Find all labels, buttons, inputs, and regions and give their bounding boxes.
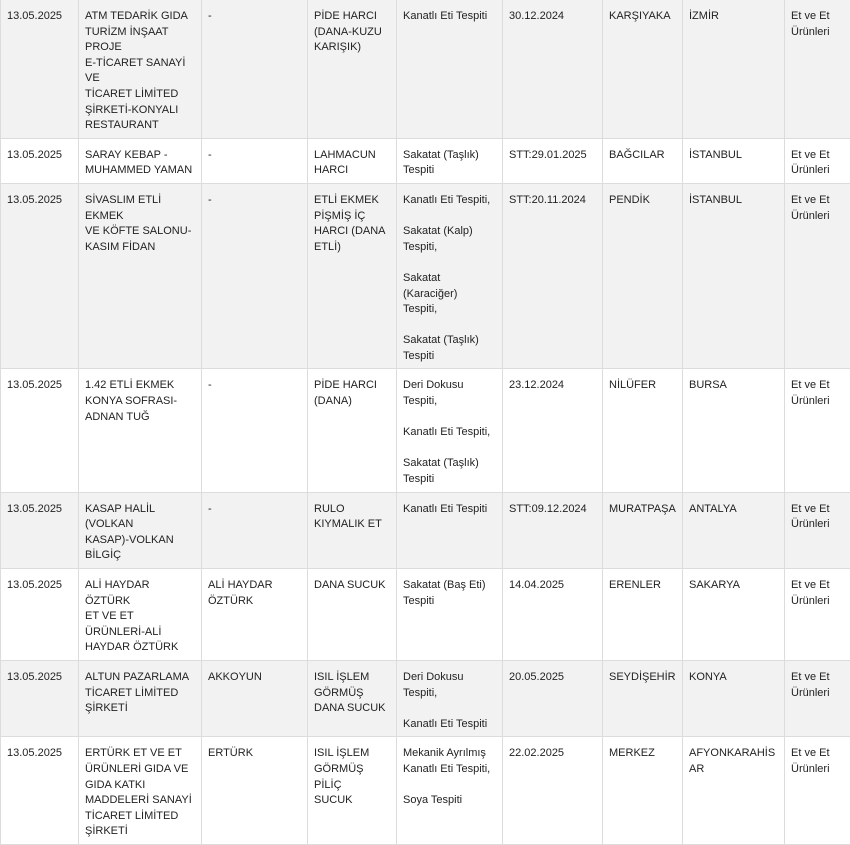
category-line: Et ve Et [791,670,844,686]
lot-date-cell [503,183,603,369]
company-cell [79,369,202,492]
district-cell [603,569,683,661]
lot-date-line: 22.02.2025 [509,746,596,762]
lot-date-line: STT:29.01.2025 [509,148,596,164]
city-cell [683,737,785,845]
city-line: SAKARYA [689,578,778,594]
district-cell [603,183,683,369]
company-cell [79,492,202,568]
brand-cell [202,183,308,369]
lot-date-line: STT:09.12.2024 [509,502,596,518]
city-cell [683,0,785,138]
date-cell [1,138,79,183]
company-cell [79,0,202,138]
company-line: ALTUN PAZARLAMA [85,670,195,686]
date-text: 13.05.2025 [7,670,72,686]
company-line: SARAY KEBAP - [85,148,195,164]
date-cell [1,660,79,736]
company-cell [79,138,202,183]
district-line: ERENLER [609,578,676,594]
violation-line: Tespiti, [403,302,496,318]
violation-line: Tespiti, [403,240,496,256]
company-line: KONYA SOFRASI- [85,394,195,410]
violation-cell [397,0,503,138]
product-line: GÖRMÜŞ [314,686,390,702]
company-line: ÜRÜNLERİ GIDA VE [85,762,195,778]
brand-cell [202,569,308,661]
violation-line: Tespiti [403,594,496,610]
district-line: KARŞIYAKA [609,9,676,25]
company-line: E-TİCARET SANAYİ VE [85,56,195,87]
brand-line: - [208,502,301,518]
violation-line: Tespiti [403,472,496,488]
company-line: KASAP HALİL (VOLKAN [85,502,195,533]
product-line: ETLİ) [314,240,390,256]
product-line: HARCI (DANA [314,224,390,240]
lot-date-line: 23.12.2024 [509,378,596,394]
product-cell [308,492,397,568]
violation-cell [397,492,503,568]
table-row [1,492,850,568]
company-line: MUHAMMED YAMAN [85,163,195,179]
product-cell [308,0,397,138]
table-row [1,737,850,845]
lot-date-cell [503,369,603,492]
category-cell [785,0,850,138]
lot-date-line: STT:20.11.2024 [509,193,596,209]
date-text: 13.05.2025 [7,502,72,518]
category-line: Ürünleri [791,686,844,702]
category-line: Et ve Et [791,193,844,209]
category-cell [785,492,850,568]
table-row [1,0,850,138]
category-line: Et ve Et [791,148,844,164]
category-cell [785,183,850,369]
lot-date-line: 20.05.2025 [509,670,596,686]
company-cell [79,660,202,736]
city-cell [683,492,785,568]
violation-line: Sakatat (Taşlık) [403,333,496,349]
brand-cell [202,660,308,736]
company-line: 1.42 ETLİ EKMEK [85,378,195,394]
table-row [1,369,850,492]
lot-date-cell [503,737,603,845]
company-line: RESTAURANT [85,118,195,134]
category-line: Et ve Et [791,502,844,518]
date-cell [1,492,79,568]
date-cell [1,369,79,492]
company-line: TURİZM İNŞAAT PROJE [85,25,195,56]
company-line: ATM TEDARİK GIDA [85,9,195,25]
district-cell [603,492,683,568]
category-line: Et ve Et [791,578,844,594]
brand-line: - [208,9,301,25]
company-cell [79,569,202,661]
table-row [1,569,850,661]
product-cell [308,737,397,845]
violation-line: Kanatlı Eti Tespiti, [403,425,496,441]
product-line: ETLİ EKMEK [314,193,390,209]
district-cell [603,138,683,183]
district-cell [603,737,683,845]
company-line: VE KÖFTE SALONU- [85,224,195,240]
company-line: SİVASLIM ETLİ EKMEK [85,193,195,224]
city-cell [683,660,785,736]
product-cell [308,660,397,736]
district-cell [603,0,683,138]
category-line: Et ve Et [791,746,844,762]
product-line: PİŞMİŞ İÇ [314,209,390,225]
lot-date-cell [503,492,603,568]
company-line: ADNAN TUĞ [85,410,195,426]
category-line: Ürünleri [791,517,844,533]
product-cell [308,138,397,183]
product-line: GÖRMÜŞ PİLİÇ [314,762,390,793]
table-body [1,0,850,844]
company-line: ALİ HAYDAR ÖZTÜRK [85,578,195,609]
category-line: Et ve Et [791,378,844,394]
violation-cell [397,138,503,183]
lot-date-cell [503,0,603,138]
product-line: ISIL İŞLEM [314,746,390,762]
district-line: MURATPAŞA [609,502,676,518]
city-line: İSTANBUL [689,148,778,164]
violation-line: Sakatat (Baş Eti) [403,578,496,594]
category-line: Ürünleri [791,394,844,410]
company-line: TİCARET LİMİTED [85,87,195,103]
violation-line: Kanatlı Eti Tespiti, [403,762,496,778]
violation-cell [397,569,503,661]
district-line: PENDİK [609,193,676,209]
violation-line: Sakatat (Taşlık) [403,456,496,472]
date-cell [1,0,79,138]
company-line: ET VE ET ÜRÜNLERİ-ALİ [85,609,195,640]
category-cell [785,569,850,661]
brand-cell [202,492,308,568]
brand-line: AKKOYUN [208,670,301,686]
lot-date-cell [503,660,603,736]
table-row [1,660,850,736]
lot-date-line: 30.12.2024 [509,9,596,25]
violation-cell [397,369,503,492]
violation-line: Sakatat (Taşlık) [403,148,496,164]
brand-cell [202,0,308,138]
brand-line: - [208,193,301,209]
product-line: PİDE HARCI [314,378,390,394]
product-cell [308,183,397,369]
category-line: Et ve Et [791,9,844,25]
category-cell [785,369,850,492]
violation-line: Tespiti [403,349,496,365]
brand-cell [202,737,308,845]
company-line: ŞİRKETİ [85,701,195,717]
category-cell [785,737,850,845]
product-cell [308,569,397,661]
district-line: MERKEZ [609,746,676,762]
company-line: KASIM FİDAN [85,240,195,256]
date-text: 13.05.2025 [7,578,72,594]
brand-cell [202,369,308,492]
date-text: 13.05.2025 [7,9,72,25]
violation-line: Kanatlı Eti Tespiti [403,9,496,25]
company-line: GIDA KATKI [85,778,195,794]
district-cell [603,369,683,492]
product-line: LAHMACUN [314,148,390,164]
date-text: 13.05.2025 [7,148,72,164]
violation-line: Kanatlı Eti Tespiti [403,717,496,733]
product-line: DANA SUCUK [314,578,390,594]
date-text: 13.05.2025 [7,378,72,394]
city-line: İZMİR [689,9,778,25]
product-line: (DANA) [314,394,390,410]
product-line: KARIŞIK) [314,40,390,56]
company-line: KASAP)-VOLKAN [85,533,195,549]
category-line: Ürünleri [791,762,844,778]
company-cell [79,183,202,369]
company-line: ERTÜRK ET VE ET [85,746,195,762]
violation-line: Tespiti [403,163,496,179]
date-text: 13.05.2025 [7,746,72,762]
company-line: TİCARET LİMİTED [85,686,195,702]
category-line: Ürünleri [791,25,844,41]
product-line: ISIL İŞLEM [314,670,390,686]
district-line: NİLÜFER [609,378,676,394]
lot-date-cell [503,569,603,661]
city-cell [683,138,785,183]
category-line: Ürünleri [791,163,844,179]
violation-line: Mekanik Ayrılmış [403,746,496,762]
violation-line: Kanatlı Eti Tespiti, [403,193,496,209]
violation-line: Soya Tespiti [403,793,496,809]
category-cell [785,660,850,736]
city-line: KONYA [689,670,778,686]
category-line: Ürünleri [791,209,844,225]
brand-line: ALİ HAYDAR [208,578,301,594]
lot-date-cell [503,138,603,183]
company-line: ŞİRKETİ [85,824,195,840]
city-line: İSTANBUL [689,193,778,209]
company-line: HAYDAR ÖZTÜRK [85,640,195,656]
violation-line: Sakatat (Kalp) [403,224,496,240]
city-cell [683,569,785,661]
district-line: BAĞCILAR [609,148,676,164]
table-row [1,183,850,369]
date-cell [1,737,79,845]
violation-cell [397,183,503,369]
violation-cell [397,737,503,845]
product-line: (DANA-KUZU [314,25,390,41]
company-line: MADDELERİ SANAYİ [85,793,195,809]
lot-date-line: 14.04.2025 [509,578,596,594]
product-cell [308,369,397,492]
violation-line: Deri Dokusu Tespiti, [403,378,496,409]
company-line: TİCARET LİMİTED [85,809,195,825]
category-line: Ürünleri [791,594,844,610]
category-cell [785,138,850,183]
city-line: ANTALYA [689,502,778,518]
city-cell [683,369,785,492]
brand-cell [202,138,308,183]
product-line: KIYMALIK ET [314,517,390,533]
district-cell [603,660,683,736]
date-cell [1,183,79,369]
table-row [1,138,850,183]
district-line: SEYDİŞEHİR [609,670,676,686]
violation-line: Deri Dokusu Tespiti, [403,670,496,701]
company-line: ŞİRKETİ-KONYALI [85,103,195,119]
company-cell [79,737,202,845]
brand-line: ERTÜRK [208,746,301,762]
product-line: HARCI [314,163,390,179]
city-line: AFYONKARAHİSAR [689,746,778,777]
product-line: SUCUK [314,793,390,809]
product-line: PİDE HARCI [314,9,390,25]
company-line: BİLGİÇ [85,548,195,564]
city-cell [683,183,785,369]
brand-line: - [208,378,301,394]
date-text: 13.05.2025 [7,193,72,209]
brand-line: - [208,148,301,164]
brand-line: ÖZTÜRK [208,594,301,610]
product-line: RULO [314,502,390,518]
violation-line: Kanatlı Eti Tespiti [403,502,496,518]
violation-line: Sakatat (Karaciğer) [403,271,496,302]
city-line: BURSA [689,378,778,394]
date-cell [1,569,79,661]
violation-cell [397,660,503,736]
product-line: DANA SUCUK [314,701,390,717]
